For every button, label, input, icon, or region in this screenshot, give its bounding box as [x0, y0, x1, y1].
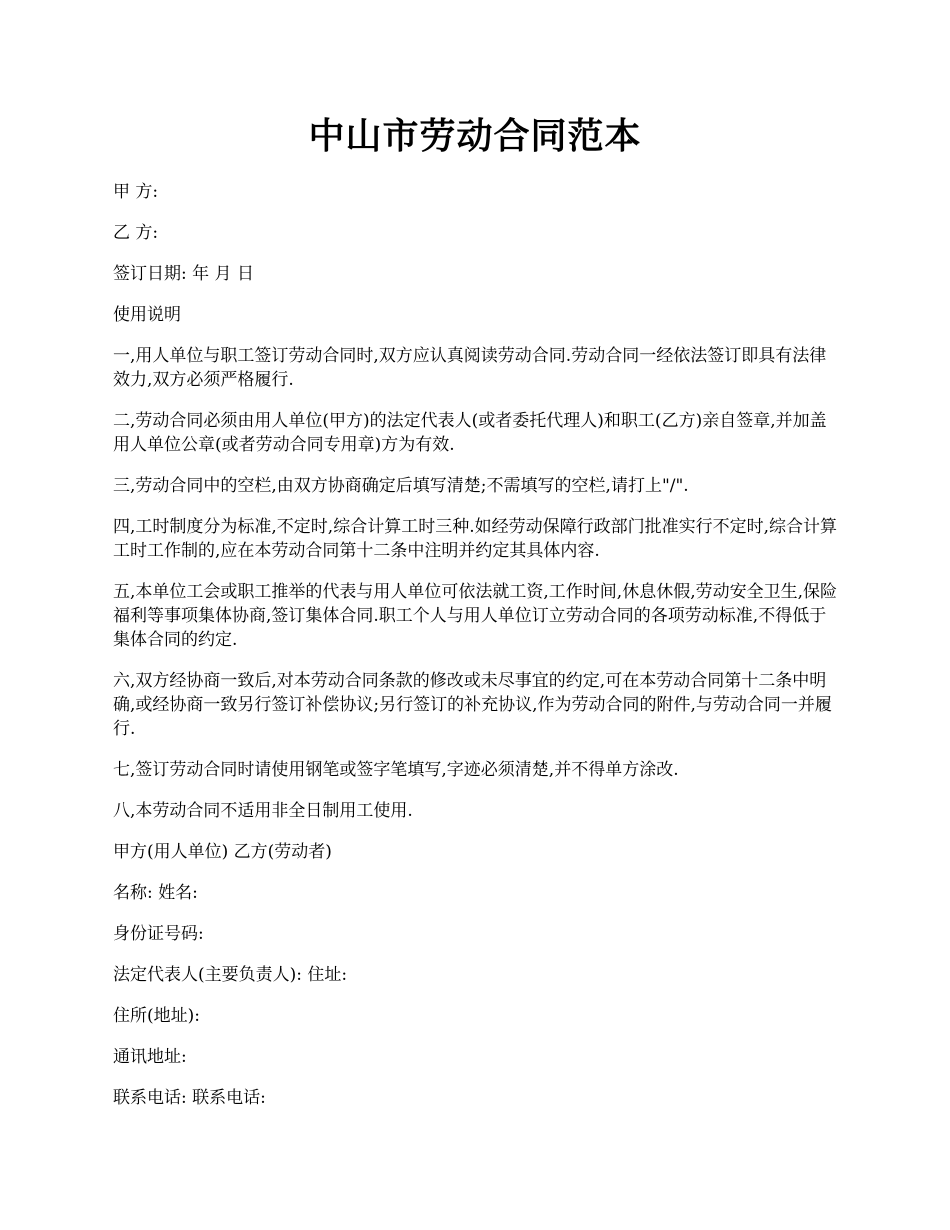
- party-b-line: 乙 方:: [113, 223, 159, 243]
- mailing-address-field-line: 通讯地址:: [113, 1047, 187, 1067]
- instruction-item-8: 八,本劳动合同不适用非全日制用工使用.: [113, 801, 413, 821]
- id-number-field-line: 身份证号码:: [113, 924, 204, 944]
- instruction-item-7: 七,签订劳动合同时请使用钢笔或签字笔填写,字迹必须清楚,并不得单方涂改.: [113, 760, 679, 780]
- document-body: [113, 180, 841, 1127]
- document-title: 中山市劳动合同范本: [308, 115, 642, 157]
- party-a-line: 甲 方:: [113, 182, 159, 202]
- phone-field-line: 联系电话: 联系电话:: [113, 1088, 266, 1108]
- instruction-item-1: 一,用人单位与职工签订劳动合同时,双方应认真阅读劳动合同.劳动合同一经依法签订即具有法律效力,双方必须严格履行.: [113, 346, 827, 390]
- instruction-item-6: 六,双方经协商一致后,对本劳动合同条款的修改或未尽事宜的约定,可在本劳动合同第十二条中明确,或经协商一致另行签订补偿协议;另行签订的补充协议,作为劳动合同的附件,与劳动合同一并履行.: [113, 671, 832, 739]
- instruction-item-5: 五,本单位工会或职工推举的代表与用人单位可依法就工资,工作时间,休息休假,劳动安全卫生,保险福利等事项集体协商,签订集体合同.职工个人与用人单位订立劳动合同的各项劳动标准,不得低于集体合同的约定.: [113, 582, 838, 650]
- instruction-item-3: 三,劳动合同中的空栏,由双方协商确定后填写清楚;不需填写的空栏,请打上"/".: [113, 476, 689, 496]
- legal-representative-field-line: 法定代表人(主要负责人): 住址:: [113, 965, 348, 985]
- usage-instructions-heading: 使用说明: [113, 305, 181, 325]
- parties-heading: 甲方(用人单位) 乙方(劳动者): [113, 842, 332, 862]
- signing-date-line: 签订日期: 年 月 日: [113, 264, 254, 284]
- name-field-line: 名称: 姓名:: [113, 883, 198, 903]
- domicile-field-line: 住所(地址):: [113, 1006, 200, 1026]
- instruction-item-4: 四,工时制度分为标准,不定时,综合计算工时三种.如经劳动保障行政部门批准实行不定时,综合计算工时工作制的,应在本劳动合同第十二条中注明并约定其具体内容.: [113, 517, 838, 561]
- instruction-item-2: 二,劳动合同必须由用人单位(甲方)的法定代表人(或者委托代理人)和职工(乙方)亲自签章,并加盖用人单位公章(或者劳动合同专用章)方为有效.: [113, 411, 827, 455]
